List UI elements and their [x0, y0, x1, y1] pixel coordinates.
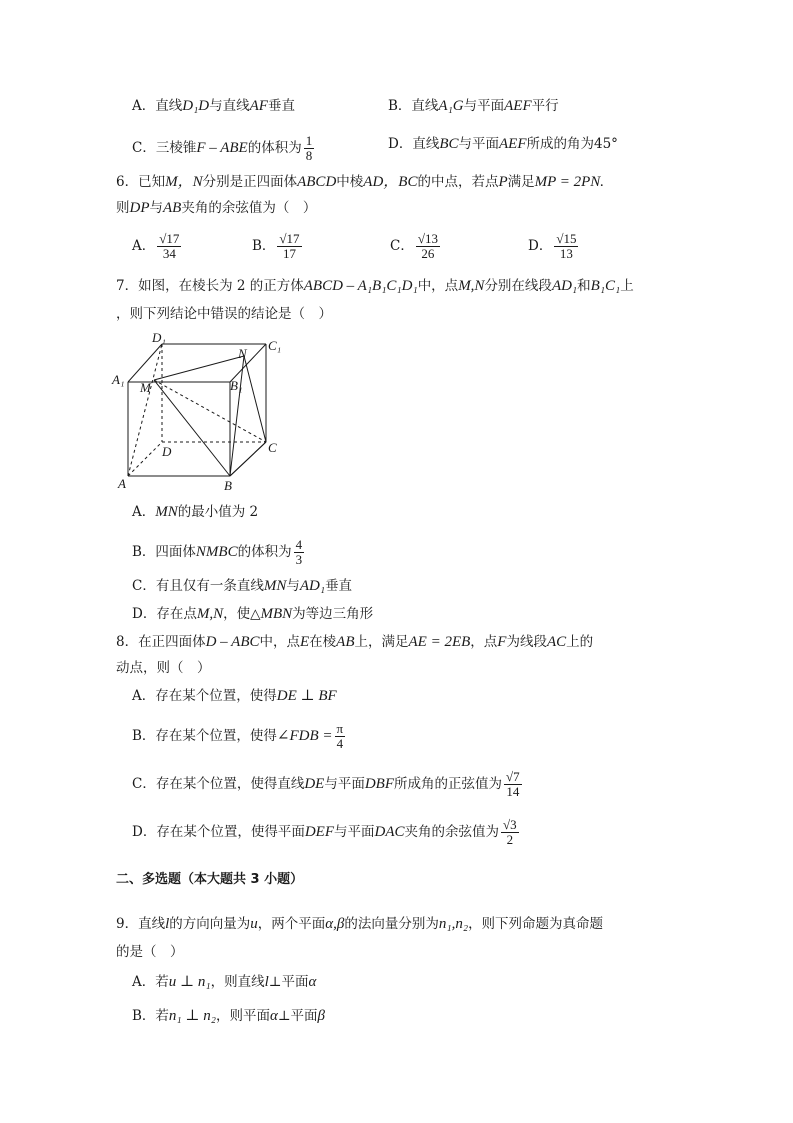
- q6-stem-line2: 则DP与AB夹角的余弦值为（ ）: [116, 200, 317, 216]
- q7-option-a: A．MN的最小值为 2: [132, 504, 259, 520]
- q8-option-b: B．存在某个位置，使得∠FDB = $\frac{\pi}{4}$: [132, 721, 344, 751]
- q8-option-d: D．存在某个位置，使得平面DEF与平面DAC夹角的余弦值为 $\frac{√3}{2}$: [132, 817, 517, 847]
- q7-stem-line1: 7．如图，在棱长为 2 的正方体ABCD – A₁B₁C₁D₁中，点M,N分别在线段AD₁和B₁C₁上: [116, 278, 634, 294]
- q9-option-a: A．若u ⊥ n₁，则直线l⊥平面α: [132, 974, 317, 990]
- q7-option-c: C．有且仅有一条直线MN与AD₁垂直: [132, 578, 353, 594]
- q6-option-d: D． $\frac{√15}{13}$: [528, 231, 577, 261]
- q5-option-c: C．三棱锥F – ABE的体积为 $\frac{1}{8}$: [132, 133, 313, 163]
- label-a1: A₁: [112, 372, 125, 387]
- label-b1: B₁: [230, 378, 243, 393]
- q6-option-a: A． $\frac{√17}{34}$: [132, 231, 180, 261]
- q8-stem-line1: 8．在正四面体D – ABC中，点E在棱AB上，满足AE = 2EB，点F为线段AC上的: [116, 634, 594, 650]
- q9-option-b: B．若n₁ ⊥ n₂，则平面α⊥平面β: [132, 1008, 326, 1024]
- section-heading: 二、多选题（本大题共 3 小题）: [116, 872, 304, 887]
- label-n: N: [238, 346, 247, 361]
- q7-stem-line2: ，则下列结论中错误的结论是（ ）: [116, 306, 332, 322]
- q7-option-b: B．四面体NMBC的体积为 $\frac{4}{3}$: [132, 537, 303, 567]
- q8-option-c: C．存在某个位置，使得直线DE与平面DBF所成角的正弦值为 $\frac{√7}{14}$: [132, 769, 520, 799]
- q6-option-b: B． $\frac{√17}{17}$: [252, 231, 300, 261]
- label-c1: C₁: [268, 338, 282, 353]
- label-a: A: [118, 476, 126, 491]
- label-m: M: [140, 380, 151, 395]
- q8-option-a: A．存在某个位置，使得DE ⊥ BF: [132, 688, 337, 704]
- q6-option-c: C． $\frac{√13}{26}$: [390, 231, 438, 261]
- q5-option-a: A．直线D₁D与直线AF垂直: [132, 98, 295, 114]
- q5-option-b: B．直线A₁G与平面AEF平行: [388, 98, 559, 114]
- q8-stem-line2: 动点，则（ ）: [116, 660, 211, 676]
- q9-stem-line2: 的是（ ）: [116, 944, 184, 960]
- label-c: C: [268, 440, 277, 455]
- q5-option-d: D．直线BC与平面AEF所成的角为45°: [388, 136, 618, 152]
- label-b: B: [224, 478, 232, 492]
- fraction: $\frac{1}{8}$: [305, 133, 313, 163]
- label-d: D: [162, 444, 172, 459]
- q9-stem-line1: 9．直线l的方向向量为u，两个平面α,β的法向量分别为n₁,n₂，则下列命题为真命题: [116, 916, 604, 932]
- q6-stem-line1: 6．已知M，N分别是正四面体ABCD中棱AD，BC的中点，若点P满足MP = 2PN.: [116, 174, 605, 190]
- label-d1: D₁: [152, 330, 166, 345]
- q7-option-d: D．存在点M,N，使△MBN为等边三角形: [132, 606, 374, 622]
- cube-figure: [110, 328, 290, 492]
